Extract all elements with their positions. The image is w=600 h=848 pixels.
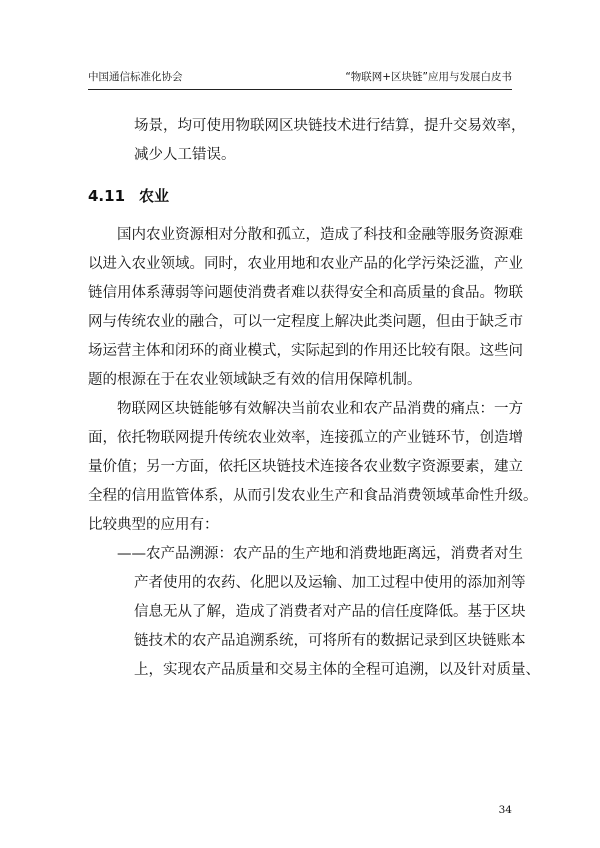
header-document-title: “物联网+区块链”应用与发展白皮书 [345,71,512,83]
text-line: 减少人工错误。 [134,147,236,163]
text-line: 物联网区块链能够有效解决当前农业和农产品消费的痛点：一方 [117,401,523,417]
text-line: 产者使用的农药、化肥以及运输、加工过程中使用的添加剂等 [134,575,526,591]
header-rule [88,89,512,90]
text-line: 上，实现农产品质量和交易主体的全程可追溯，以及针对质量、 [134,662,540,678]
text-line: 场运营主体和闭环的商业模式，实际起到的作用还比较有限。这些问 [88,343,523,359]
section-title: 农业 [139,187,170,205]
paragraph-blockchain-solution [88,395,538,540]
text-line: 场景，均可使用物联网区块链技术进行结算，提升交易效率， [134,118,526,134]
text-line: 量价值；另一方面，依托区块链技术连接各农业数字资源要素，建立 [88,459,523,475]
page-header [88,66,512,84]
text-line: 全程的信用监管体系，从而引发农业生产和食品消费领域革命性升级。 [88,488,538,504]
text-line: 以进入农业领域。同时，农业用地和农业产品的化学污染泛滥，产业 [88,256,523,272]
text-line: 面，依托物联网提升传统农业效率，连接孤立的产业链环节，创造增 [88,430,523,446]
text-line: 比较典型的应用有： [88,517,219,533]
header-organization: 中国通信标准化协会 [88,71,183,83]
text-line: 链技术的农产品追溯系统，可将所有的数据记录到区块链账本 [134,633,526,649]
paragraph-agriculture-background [88,221,523,395]
text-line: 国内农业资源相对分散和孤立，造成了科技和金融等服务资源难 [117,227,523,243]
text-line: 信息无从了解，造成了消费者对产品的信任度降低。基于区块 [134,604,526,620]
text-line: 网与传统农业的融合，可以一定程度上解决此类问题，但由于缺乏市 [88,314,523,330]
continued-paragraph [88,112,526,170]
page-body [88,112,540,685]
section-heading [88,182,518,211]
list-item-traceability [88,540,540,685]
text-line: 链信用体系薄弱等问题使消费者难以获得安全和高质量的食品。物联 [88,285,523,301]
text-line: 题的根源在于在农业领域缺乏有效的信用保障机制。 [88,372,422,388]
page-number: 34 [498,804,512,816]
section-number: 4.11 [88,187,126,205]
text-line: ——农产品溯源：农产品的生产地和消费地距离远，消费者对生 [117,546,523,562]
